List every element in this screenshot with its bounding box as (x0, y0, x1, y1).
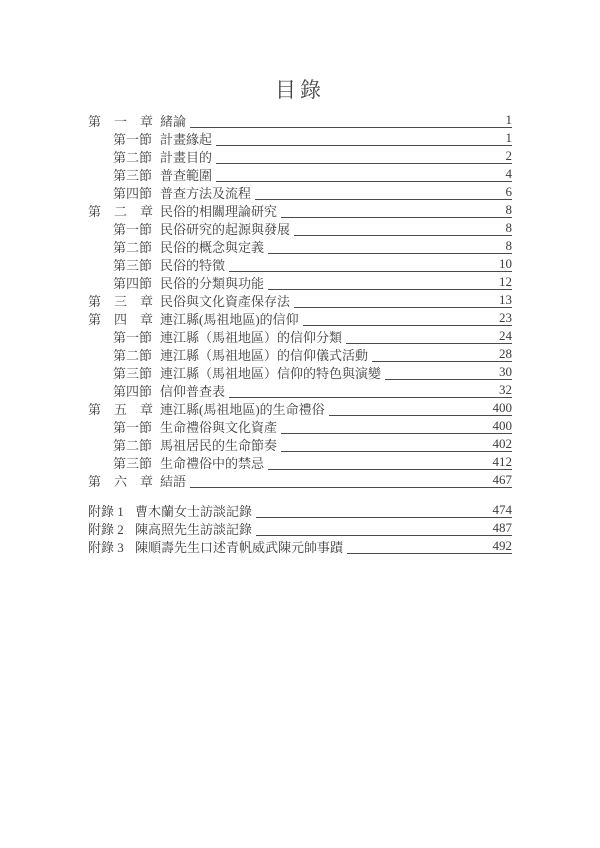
toc-leader-line (190, 112, 512, 128)
toc-entry-title: 民俗研究的起源與發展 (160, 222, 291, 237)
toc-entry (88, 454, 512, 472)
toc-entry-label: 附錄 1 (88, 504, 124, 519)
toc-entry-page-number: 400 (492, 418, 512, 433)
toc-entry-title: 普查範圍 (160, 168, 213, 183)
toc-leader-line (329, 400, 512, 416)
toc-entry-title: 陳高照先生訪談記錄 (135, 522, 253, 537)
toc-entry-page-number: 2 (505, 148, 512, 163)
toc-entry-label: 第二節 (113, 150, 153, 165)
toc-entry-page-number: 8 (505, 220, 512, 235)
toc-leader-line (303, 310, 512, 326)
toc-entry (88, 364, 512, 382)
toc-entry-title: 信仰普查表 (160, 384, 226, 399)
toc-entry-label: 第二節 (113, 438, 153, 453)
toc-entry (88, 472, 512, 490)
toc-entry-page-number: 1 (505, 130, 512, 145)
toc-entry (88, 292, 512, 310)
toc-entry-label: 第三節 (113, 168, 153, 183)
toc-entry-title: 連江縣（馬祖地區）信仰的特色與演變 (160, 366, 382, 381)
toc-leader-line (346, 328, 512, 344)
toc-entry-label: 第 六 章 (88, 474, 154, 489)
toc-entry (88, 538, 512, 556)
toc-leader-line (385, 364, 512, 380)
toc-leader-line (255, 184, 512, 200)
toc-entry-page-number: 1 (505, 112, 512, 127)
toc-entry (88, 400, 512, 418)
toc-entry-title: 民俗的概念與定義 (160, 240, 265, 255)
toc-entry (88, 274, 512, 292)
toc-entry-page-number: 8 (505, 238, 512, 253)
toc-entry-title: 民俗的特徵 (160, 258, 226, 273)
toc-entry-label: 第三節 (113, 456, 153, 471)
toc-entry-title: 連江縣（馬祖地區）的信仰儀式活動 (160, 348, 369, 363)
toc-entry (88, 418, 512, 436)
toc-leader-line (256, 502, 512, 518)
toc-leader-line (268, 238, 512, 254)
toc-entry (88, 130, 512, 148)
toc-leader-line (294, 292, 512, 308)
toc-entry-page-number: 4 (505, 166, 512, 181)
toc-leader-line (256, 520, 512, 536)
toc-entry-title: 陳順壽先生口述青帆威武陳元帥事蹟 (135, 540, 344, 555)
toc-entry-label: 第 四 章 (88, 312, 154, 327)
toc-entry-page-number: 487 (492, 520, 512, 535)
toc-entry-page-number: 32 (499, 382, 512, 397)
toc-leader-line (281, 418, 512, 434)
toc-entry-page-number: 13 (499, 292, 512, 307)
toc-list (88, 112, 512, 556)
toc-entry-page-number: 12 (499, 274, 512, 289)
toc-entry-label: 第四節 (113, 384, 153, 399)
toc-entry-page-number: 30 (499, 364, 512, 379)
toc-entry-label: 第三節 (113, 366, 153, 381)
toc-entry-label: 第二節 (113, 240, 153, 255)
toc-entry-label: 第 二 章 (88, 204, 154, 219)
toc-entry (88, 184, 512, 202)
toc-entry (88, 382, 512, 400)
toc-leader-line (294, 220, 512, 236)
toc-entry-page-number: 492 (492, 538, 512, 553)
toc-entry-title: 生命禮俗與文化資產 (160, 420, 278, 435)
toc-entry-label: 第一節 (113, 222, 153, 237)
toc-leader-line (216, 148, 512, 164)
toc-entry-label: 第二節 (113, 348, 153, 363)
toc-entry-label: 附錄 3 (88, 540, 124, 555)
toc-entry-label: 第一節 (113, 420, 153, 435)
toc-entry-title: 計畫目的 (160, 150, 213, 165)
toc-entry-page-number: 402 (492, 436, 512, 451)
toc-entry-label: 第一節 (113, 330, 153, 345)
toc-entry-title: 普查方法及流程 (160, 186, 252, 201)
toc-entry (88, 202, 512, 220)
toc-entry-label: 第 五 章 (88, 402, 154, 417)
toc-entry-page-number: 24 (499, 328, 512, 343)
toc-entry-label: 第一節 (113, 132, 153, 147)
toc-entry (88, 220, 512, 238)
toc-entry-page-number: 28 (499, 346, 512, 361)
toc-leader-line (268, 274, 512, 290)
toc-entry-page-number: 474 (492, 502, 512, 517)
toc-entry (88, 256, 512, 274)
toc-entry-page-number: 8 (505, 202, 512, 217)
toc-entry-title: 計畫緣起 (160, 132, 213, 147)
toc-leader-line (281, 436, 512, 452)
toc-spacer (88, 490, 512, 502)
toc-leader-line (372, 346, 512, 362)
toc-entry (88, 112, 512, 130)
toc-leader-line (216, 166, 512, 182)
toc-entry-label: 第 三 章 (88, 294, 154, 309)
toc-leader-line (216, 130, 512, 146)
page-title: 目錄 (275, 78, 325, 102)
toc-entry-title: 民俗與文化資產保存法 (160, 294, 291, 309)
toc-leader-line (190, 472, 512, 488)
toc-leader-line (268, 454, 512, 470)
toc-entry-title: 生命禮俗中的禁忌 (160, 456, 265, 471)
toc-entry (88, 238, 512, 256)
toc-entry-title: 緒論 (160, 114, 187, 129)
toc-leader-line (281, 202, 512, 218)
toc-entry (88, 346, 512, 364)
toc-entry-title: 連江縣（馬祖地區）的信仰分類 (160, 330, 343, 345)
toc-entry-page-number: 10 (499, 256, 512, 271)
toc-entry-label: 第三節 (113, 258, 153, 273)
toc-entry-title: 結語 (160, 474, 187, 489)
toc-entry-title: 曹木蘭女士訪談記錄 (135, 504, 253, 519)
toc-entry-label: 第四節 (113, 186, 153, 201)
toc-entry-page-number: 467 (492, 472, 512, 487)
toc-entry-title: 連江縣(馬祖地區)的信仰 (160, 312, 299, 327)
toc-entry-page-number: 6 (505, 184, 512, 199)
toc-entry (88, 166, 512, 184)
toc-entry-page-number: 412 (492, 454, 512, 469)
toc-entry-label: 附錄 2 (88, 522, 124, 537)
toc-entry (88, 328, 512, 346)
toc-entry-title: 民俗的分類與功能 (160, 276, 265, 291)
toc-entry (88, 502, 512, 520)
toc-entry (88, 148, 512, 166)
toc-entry-title: 民俗的相關理論研究 (160, 204, 278, 219)
toc-leader-line (229, 382, 512, 398)
toc-entry-page-number: 23 (499, 310, 512, 325)
toc-leader-line (347, 538, 512, 554)
toc-entry-label: 第 一 章 (88, 114, 154, 129)
toc-entry-label: 第四節 (113, 276, 153, 291)
toc-entry-page-number: 400 (492, 400, 512, 415)
toc-entry-title: 連江縣(馬祖地區)的生命禮俗 (160, 402, 325, 417)
toc-entry (88, 310, 512, 328)
toc-entry-title: 馬祖居民的生命節奏 (160, 438, 278, 453)
toc-leader-line (229, 256, 512, 272)
toc-entry (88, 436, 512, 454)
toc-entry (88, 520, 512, 538)
